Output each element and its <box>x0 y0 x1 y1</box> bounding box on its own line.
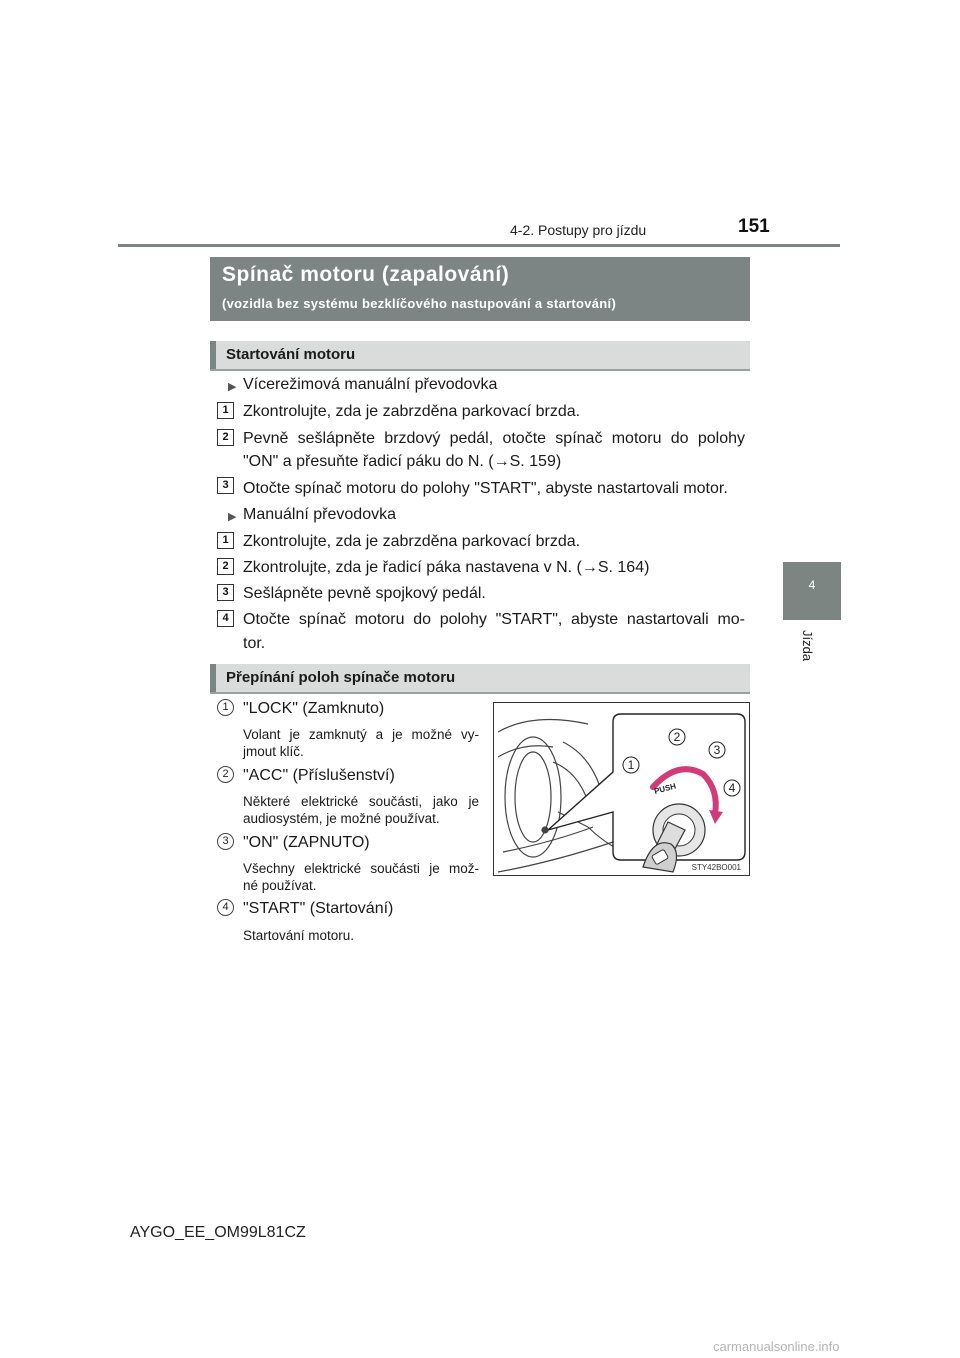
document-code: AYGO_EE_OM99L81CZ <box>130 1224 306 1241</box>
section-heading-positions <box>210 664 750 694</box>
step-badge: 3 <box>217 584 234 601</box>
step-text: Zkontrolujte, zda je zabrzděna parkovací brzda. <box>243 403 581 420</box>
position-title: "LOCK" (Zamknuto) <box>243 700 385 717</box>
step-text: Otočte spínač motoru do polohy "START", abyste nastartovali mo- <box>243 611 745 628</box>
figure-code: STY42BO001 <box>691 863 741 872</box>
position-desc: Všechny elektrické součásti je mož- <box>243 861 479 876</box>
position-desc: Některé elektrické součásti, jako je <box>243 794 479 809</box>
position-desc: Startování motoru. <box>243 928 355 943</box>
position-desc: jmout klíč. <box>243 744 304 759</box>
section-heading-text: Startování motoru <box>226 346 356 363</box>
step-badge: 2 <box>217 558 234 575</box>
ignition-switch-illustration <box>493 702 750 876</box>
chapter-label: Jízda <box>800 630 815 662</box>
position-desc: Volant je zamknutý a je možné vy- <box>243 727 479 742</box>
step-text: Sešlápněte pevně spojkový pedál. <box>243 585 486 602</box>
callout-number: 1 <box>217 699 234 716</box>
position-title: "START" (Startování) <box>243 900 394 917</box>
step-badge: 1 <box>217 402 234 419</box>
section-heading-starting <box>210 341 750 371</box>
step-text: "ON" a přesuňte řadicí páku do N. (→S. 159) <box>243 453 562 470</box>
step-badge: 2 <box>217 429 234 446</box>
section-heading-text: Přepínání poloh spínače motoru <box>226 669 456 686</box>
step-text: tor. <box>243 635 266 652</box>
figure-callout-label: 4 <box>728 781 736 795</box>
figure-callout-label: 1 <box>627 758 635 772</box>
header-rule <box>118 244 840 247</box>
triangle-bullet-icon: ▶ <box>228 511 237 523</box>
callout-number: 4 <box>217 899 234 916</box>
triangle-bullet-icon: ▶ <box>228 381 237 393</box>
callout-number: 3 <box>217 833 234 850</box>
step-text: Zkontrolujte, zda je zabrzděna parkovací brzda. <box>243 533 581 550</box>
position-title: "ACC" (Příslušenství) <box>243 767 395 784</box>
step-badge: 1 <box>217 532 234 549</box>
position-desc: audiosystém, je možné používat. <box>243 811 440 826</box>
position-title: "ON" (ZAPNUTO) <box>243 834 370 851</box>
step-text: Zkontrolujte, zda je řadicí páka nastavena v N. (→S. 164) <box>243 559 650 576</box>
push-label: PUSH <box>653 781 677 796</box>
page-subtitle: (vozidla bez systému bezklíčového nastupování a startování) <box>222 296 617 311</box>
watermark: carmanualsonline.info <box>713 1339 840 1354</box>
group-label: Manuální převodovka <box>243 506 396 523</box>
callout-number: 2 <box>217 766 234 783</box>
figure-callout-label: 2 <box>673 730 681 744</box>
step-text: Otočte spínač motoru do polohy "START", abyste nastartovali motor. <box>243 480 728 497</box>
position-desc: né používat. <box>243 878 317 893</box>
figure-callout-label: 3 <box>713 743 721 757</box>
section-stripe <box>210 341 216 369</box>
step-text: Pevně sešlápněte brzdový pedál, otočte spínač motoru do polohy <box>243 430 745 447</box>
page-number: 151 <box>738 216 770 237</box>
page-title: Spínač motoru (zapalování) <box>222 263 510 286</box>
step-badge: 4 <box>217 610 234 627</box>
chapter-number: 4 <box>808 578 816 592</box>
step-badge: 3 <box>217 477 234 494</box>
running-header: 4-2. Postupy pro jízdu <box>510 222 647 238</box>
group-label: Vícerežimová manuální převodovka <box>243 376 498 393</box>
section-stripe <box>210 664 216 692</box>
